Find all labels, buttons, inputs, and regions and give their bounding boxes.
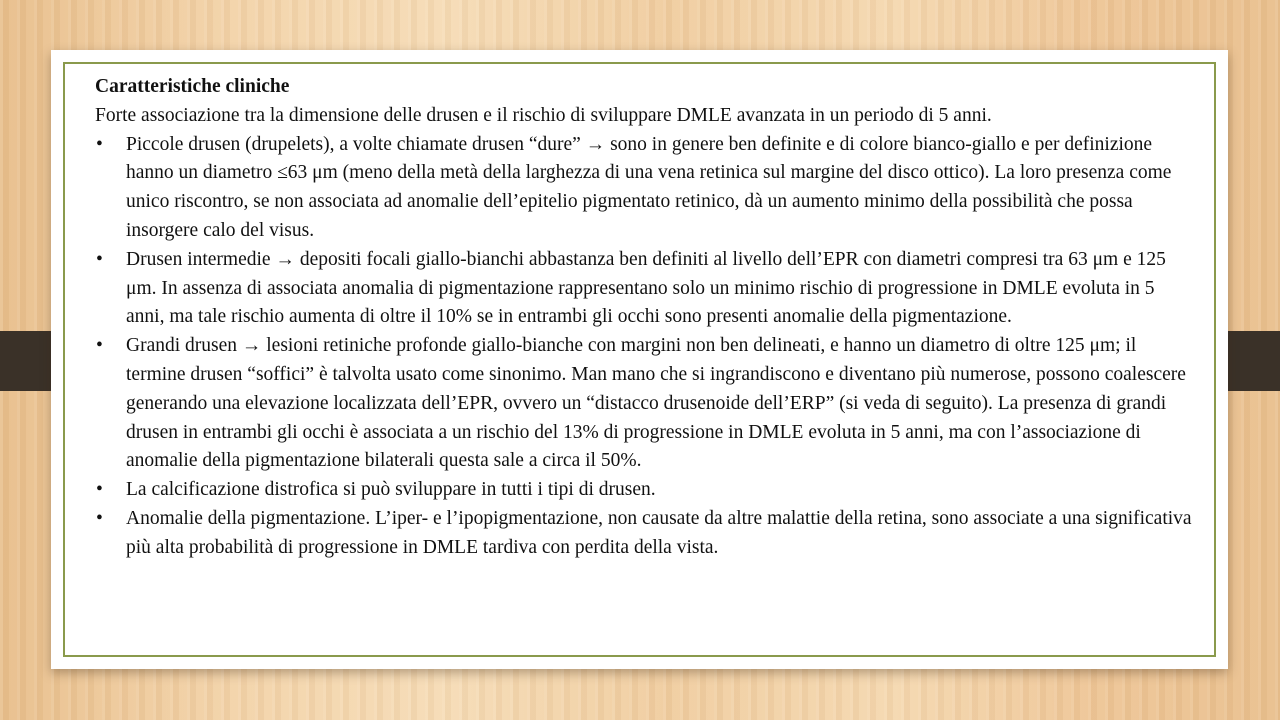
bullet-item-large-drusen: • Grandi drusen → lesioni retiniche profonde giallo-bianche con margini non ben delineati, e hanno un diametro di oltre 125 μm; il termine drusen “soffici” è talvolta usato come sinonimo. Man mano che si ingrandiscono e diventano più numerose, possono coalescere generando una elevazione localizzata dell’EPR, ovvero un “distacco drusenoide dell’ERP” (si veda di seguito). La presenza di grandi drusen in entrambi gli occhi è associata a un rischio del 13% di progressione in DMLE evoluta in 5 anni, ma con l’associazione di anomalie della pigmentazione bilaterali questa sale a circa il 50%. [95,332,1195,476]
slide-content [95,73,1195,563]
bullet-item-calcification: • La calcificazione distrofica si può sviluppare in tutti i tipi di drusen. [95,476,1195,505]
slide-heading: Caratteristiche cliniche [95,76,290,97]
bullet-item-small-drusen: • Piccole drusen (drupelets), a volte chiamate drusen “dure” → sono in genere ben definite e di colore bianco-giallo e per definizione hanno un diametro ≤63 μm (meno della metà della larghezza di una vena retinica sul margine del disco ottico). La loro presenza come unico riscontro, se non associata ad anomalie dell’epitelio pigmentato retinico, dà un aumento minimo della possibilità che possa insorgere calo del visus. [95,131,1195,246]
bullet-item-pigmentation: • Anomalie della pigmentazione. L’iper- e l’ipopigmentazione, non causate da altre malattie della retina, sono associate a una significativa più alta probabilità di progressione in DMLE tardiva con perdita della vista. [95,505,1195,563]
slide-intro: Forte associazione tra la dimensione delle drusen e il rischio di sviluppare DMLE avanzata in un periodo di 5 anni. [95,104,992,126]
bullet-item-intermediate-drusen: • Drusen intermedie → depositi focali giallo-bianchi abbastanza ben definiti al livello dell’EPR con diametri compresi tra 63 μm e 125 μm. In assenza di associata anomalia di pigmentazione rappresentano solo un minimo rischio di progressione in DMLE evoluta in 5 anni, ma tale rischio aumenta di oltre il 10% se in entrambi gli occhi sono presenti anomalie della pigmentazione. [95,246,1195,332]
slide-paper [51,50,1228,669]
bullet-list [95,131,1195,563]
